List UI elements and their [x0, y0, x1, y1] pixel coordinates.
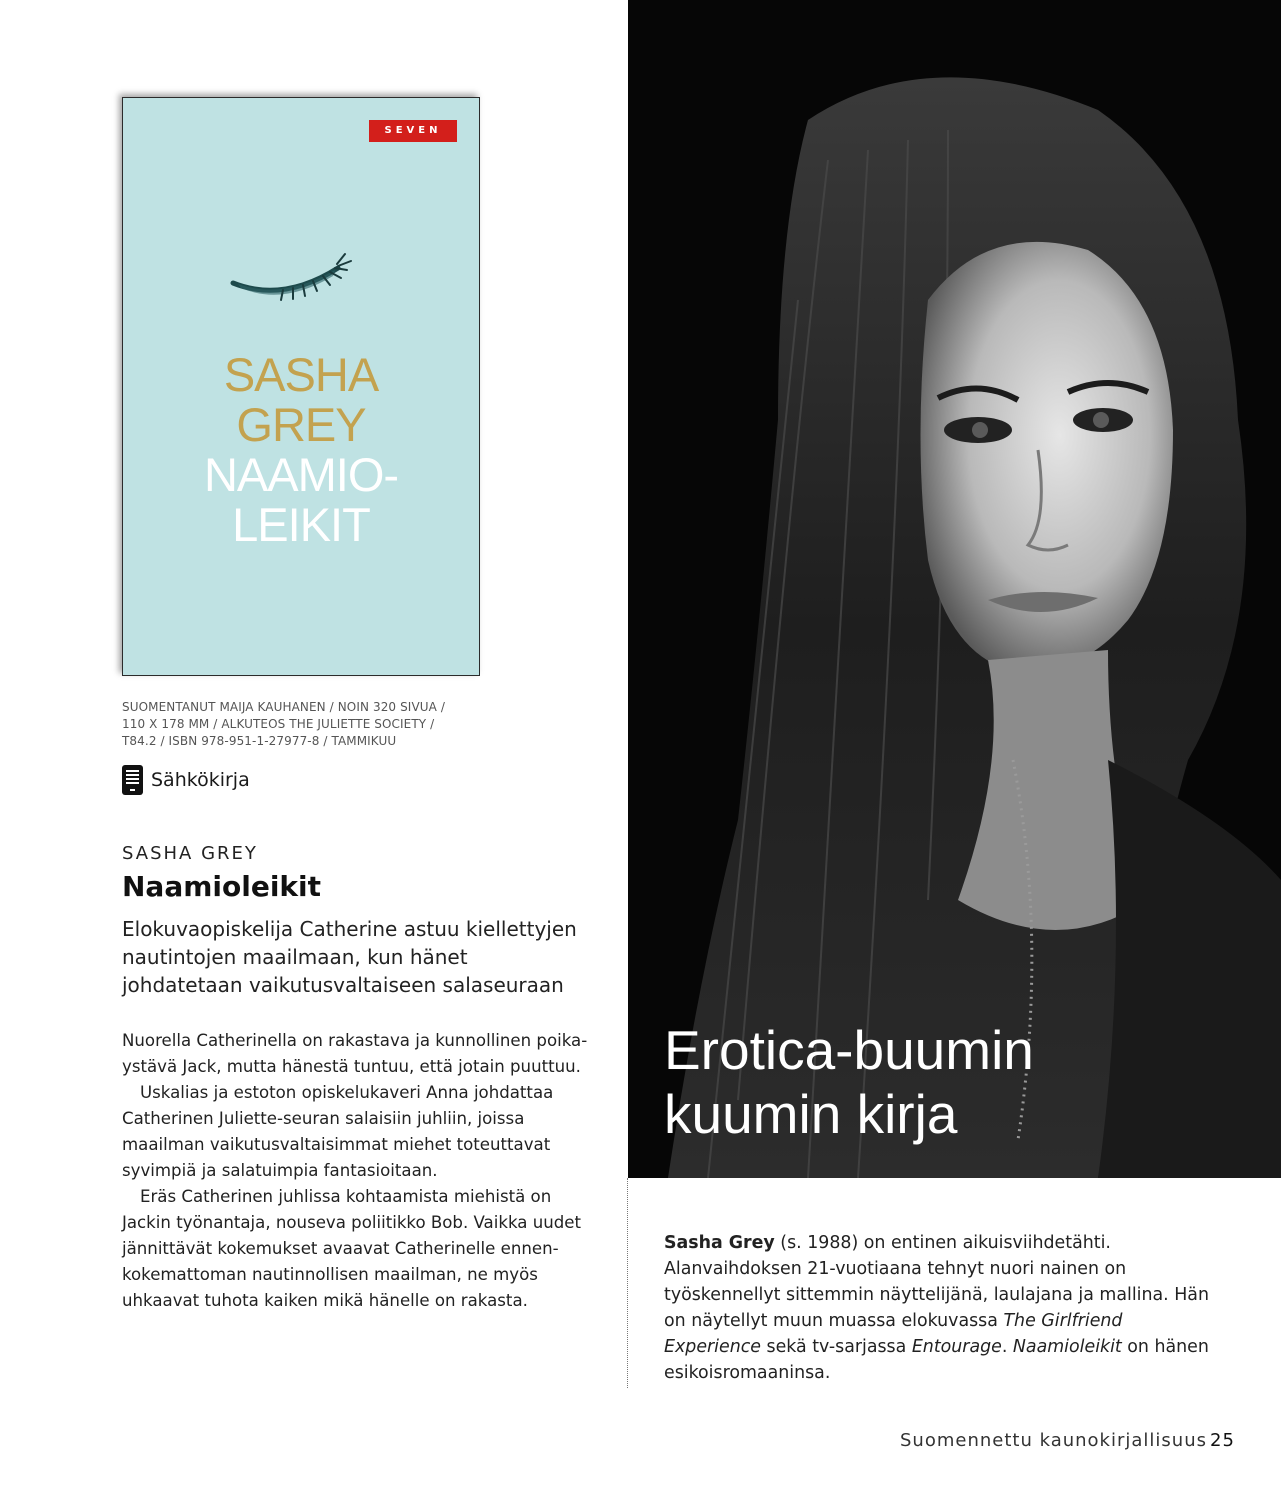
bio-name: Sasha Grey: [664, 1233, 775, 1253]
book-author: SASHA GREY: [122, 843, 258, 864]
book-cover: [122, 97, 480, 676]
ebook-label: Sähkökirja: [151, 769, 250, 791]
portrait-illustration: [628, 0, 1281, 1178]
publisher-badge: SEVEN: [369, 120, 457, 142]
ebook-reader-icon: [122, 765, 143, 795]
book-title: Naamioleikit: [122, 870, 322, 903]
bio-film-title: The Girlfriend Experience: [664, 1311, 1123, 1357]
author-photo: [628, 0, 1281, 1178]
bio-series-title: Entourage: [911, 1337, 1002, 1357]
cover-title-line-2: LEIKIT: [232, 498, 370, 551]
bio-text: on hänen esikoisromaaninsa.: [664, 1337, 1209, 1383]
bio-text: .: [1001, 1337, 1013, 1357]
cover-author-line-1: SASHA: [223, 348, 379, 401]
description-paragraph: Uskalias ja estoton opiskelukaveri Anna johdattaa Catherinen Juliette-seuran salaisiin juhliin, joissa maailman vaikutusvaltaisimmat miehet toteuttavat syvimpiä ja salatuimpia fantasioitaan.: [122, 1083, 554, 1180]
closed-eye-illustration: [223, 228, 373, 308]
description-paragraph: Nuorella Catherinella on rakastava ja kunnollinen poika-ystävä Jack, mutta hänestä tuntuu, että jotain puuttuu.: [122, 1031, 588, 1076]
cover-author-line-2: GREY: [236, 398, 366, 451]
metadata-line: T84.2 / ISBN 978-951-1-27977-8 / TAMMIKUU: [122, 734, 397, 748]
book-description: [122, 1028, 602, 1314]
metadata-line: SUOMENTANUT MAIJA KAUHANEN / NOIN 320 SIVUA /: [122, 700, 445, 714]
author-bio: [664, 1230, 1224, 1386]
description-paragraph: Eräs Catherinen juhlissa kohtaamista miehistä on Jackin työnantaja, nouseva poliitikko Bob. Vaikka uudet jännittävät kokemukset avaavat Catherinelle ennen-kokemattoman nautinnollisen maailman, ne myös uhkaavat tuhota kaiken mikä hänelle on rakasta.: [122, 1187, 581, 1310]
column-divider: [627, 1178, 628, 1388]
book-lead: Elokuvaopiskelija Catherine astuu kiellettyjen nautintojen maailmaan, kun hänet johdatetaan vaikutusvaltaiseen salaseuraan: [122, 917, 577, 997]
book-metadata: [122, 699, 502, 750]
feature-headline: [664, 1018, 1224, 1146]
bio-text: sekä tv-sarjassa: [760, 1337, 912, 1357]
footer-section-title: Suomennettu kaunokirjallisuus: [900, 1430, 1207, 1451]
page-number: 25: [1210, 1430, 1235, 1451]
bio-text: (s. 1988) on entinen aikuisviihdetähti. Alanvaihdoksen 21-vuotiaana tehnyt nuori nainen on työskennellyt sittemmin näyttelijänä, laulajana ja mallina. Hän on näytellyt muun muassa elokuvassa: [664, 1233, 1209, 1331]
bio-book-title: Naamioleikit: [1012, 1337, 1122, 1357]
headline-line: Erotica-buumin: [664, 1019, 1034, 1081]
cover-title-line-1: NAAMIO-: [203, 448, 399, 501]
metadata-line: 110 X 178 MM / ALKUTEOS THE JULIETTE SOCIETY /: [122, 717, 435, 731]
headline-line: kuumin kirja: [664, 1083, 958, 1145]
ebook-availability: [122, 765, 250, 795]
